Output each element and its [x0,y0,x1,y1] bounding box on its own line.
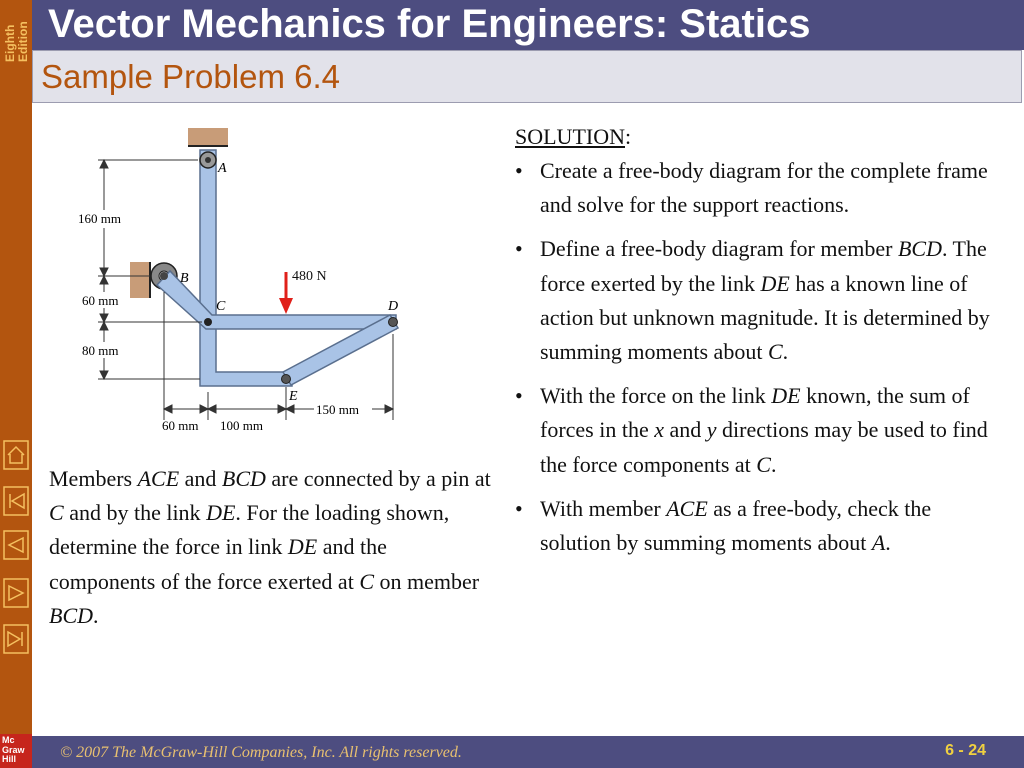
dim-160-label: 160 mm [78,211,121,226]
previous-slide-icon[interactable] [3,530,29,560]
logo-line1: Mc [2,735,15,745]
bullet-marker: • [515,383,523,409]
mcgraw-hill-logo [0,734,32,768]
pin-b [160,272,168,280]
solution-step-3: • With the force on the link DE known, the sum of forces in the x and y directions may be used to find the force components at C. [515,379,1015,482]
dim-60-horizontal-label: 60 mm [162,418,199,433]
frame-diagram [70,122,490,442]
solution-section: SOLUTION: • Create a free-body diagram for the complete frame and solve for the support reactions. • Define a free-body diagram for member BCD. The force exerted by the link DE has a known line of action but unknown magnitude. It is determined by summing moments about C. • With the force on the link DE known, the sum of forces in the x and y directions may be used to find the force components at C. • With member ACE as a free-body, check the solution by summing moments about A. [515,120,1015,570]
page-number: 6 - 24 [945,742,986,759]
problem-statement: Members ACE and BCD are connected by a pin at C and by the link DE. For the loading shown, determine the force in link DE and the components of the force exerted at C on member BCD. [49,466,491,628]
pin-d [389,318,398,327]
first-slide-icon[interactable] [3,486,29,516]
label-c: C [216,299,226,314]
label-e: E [289,389,298,404]
ceiling-support [188,128,228,146]
subheader-bar [32,50,1022,103]
last-slide-icon[interactable] [3,624,29,654]
solution-step-2: • Define a free-body diagram for member BCD. The force exerted by the link DE has a known line of action but unknown magnitude. It is determined by summing moments about C. [515,232,1015,369]
slide-title: Sample Problem 6.4 [41,58,340,95]
footer-bar [32,736,1024,768]
sidebar [0,0,32,768]
member-ace [200,150,292,386]
logo-line3: Hill [2,754,17,764]
bullet-marker: • [515,236,523,262]
edition-line2: Edition [16,21,30,62]
wall-support [130,262,150,298]
solution-step-4: • With member ACE as a free-body, check the solution by summing moments about A. [515,492,1015,560]
dim-100-label: 100 mm [220,418,263,433]
logo-line2: Graw [2,744,25,755]
dim-80-label: 80 mm [82,343,119,358]
pin-e [282,375,291,384]
solution-step-1: • Create a free-body diagram for the complete frame and solve for the support reactions. [515,154,1015,222]
next-slide-icon[interactable] [3,578,29,608]
dim-150-label: 150 mm [316,402,359,417]
label-b: B [180,271,189,286]
header-bar [32,0,1024,50]
label-a: A [218,161,227,176]
dim-60-vertical-label: 60 mm [82,293,119,308]
force-label: 480 N [292,269,327,284]
member-bcd [157,271,399,329]
pin-c [204,318,212,326]
bullet-marker: • [515,495,523,521]
edition-label [1,2,31,64]
course-title: Vector Mechanics for Engineers: Statics [48,2,811,46]
copyright-notice: © 2007 The McGraw-Hill Companies, Inc. All rights reserved. [60,744,462,761]
home-icon[interactable] [3,440,29,470]
solution-heading: SOLUTION [515,124,625,149]
edition-line1: Eighth [3,24,17,62]
label-d: D [388,299,399,314]
bullet-marker: • [515,158,523,183]
